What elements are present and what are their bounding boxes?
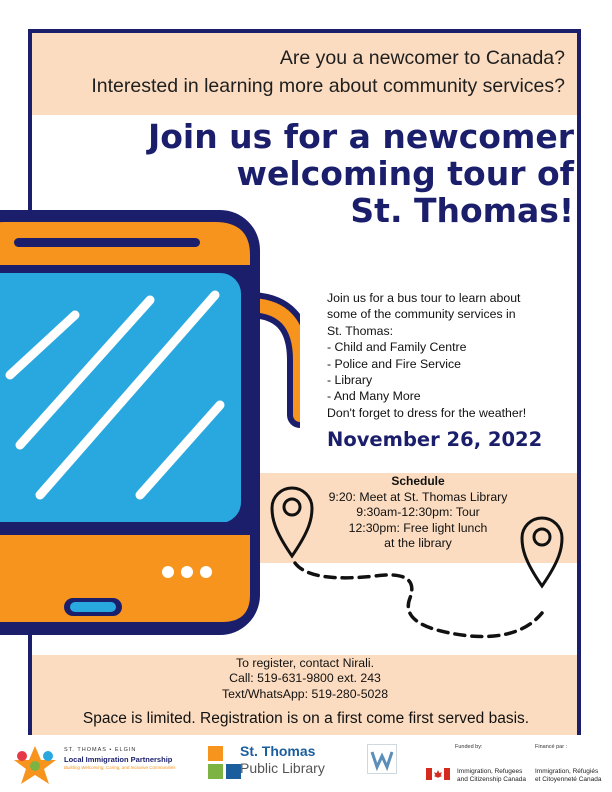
service-item: - And Many More [327,389,421,404]
schedule [318,474,518,552]
service-item: - Police and Fire Service [327,356,461,371]
ircc-en-line: Immigration, Refugees [457,768,523,775]
ircc-fr-line: Immigration, Réfugiés [535,768,599,775]
title-line-2: welcoming tour of [236,154,574,193]
weather-note: Don't forget to dress for the weather! [327,405,527,420]
tour-description [327,290,577,421]
schedule-line: 9:30am-12:30pm: Tour [356,505,480,519]
header-subquestion: Interested in learning more about community services? [91,75,565,97]
ircc-en-line: and Citizenship Canada [457,776,527,783]
light-icon [200,566,212,578]
light-icon [162,566,174,578]
ircc-fr-line: et Citoyenneté Canada [535,776,602,783]
library-name-2: Public Library [240,760,325,776]
destination-sign [14,238,200,247]
lip-name: Local Immigration Partnership [64,755,173,764]
schedule-line: 9:20: Meet at St. Thomas Library [328,489,508,504]
registration-info [210,656,400,702]
lip-logo-icon [10,744,60,788]
ircc-en [457,768,526,784]
library-logo-icon [208,746,242,782]
description-line: some of the community services in [327,307,516,322]
ircc-fr [535,768,602,784]
title-line-1: Join us for a newcomer [147,117,574,156]
license-plate [70,602,116,612]
service-item: - Library [327,373,373,388]
library-name-1: St. Thomas [240,743,316,759]
lip-org: ST. THOMAS • ELGIN [64,747,137,753]
location-pin-icon [272,488,312,556]
description-line: St. Thomas: [327,323,394,338]
lip-tagline: Building Welcoming, Caring, and Inclusive Communities [64,765,176,770]
schedule-title: Schedule [391,474,445,488]
title-line-3: St. Thomas! [350,191,574,230]
schedule-line: at the library [384,536,452,550]
location-pin-icon [522,518,562,586]
funded-by-label: Funded by: [455,744,483,750]
header-question: Are you a newcomer to Canada? [279,47,565,69]
bus-illustration [0,210,300,640]
service-item: - Child and Family Centre [327,340,467,355]
light-icon [181,566,193,578]
register-contact: To register, contact Nirali. [235,656,375,670]
canada-flag-icon [426,768,450,780]
registration-notice: Space is limited. Registration is on a first come first served basis. [82,710,530,727]
w-logo-icon [367,744,397,774]
register-whatsapp: Text/WhatsApp: 519-280-5028 [221,686,389,701]
finance-par-label: Financé par : [535,744,568,750]
register-phone: Call: 519-631-9800 ext. 243 [229,671,381,686]
description-line: Join us for a bus tour to learn about [327,291,521,305]
sponsor-footer [0,738,612,792]
header-band [32,33,577,115]
schedule-line: 12:30pm: Free light lunch [348,520,488,535]
event-date: November 26, 2022 [327,428,543,451]
